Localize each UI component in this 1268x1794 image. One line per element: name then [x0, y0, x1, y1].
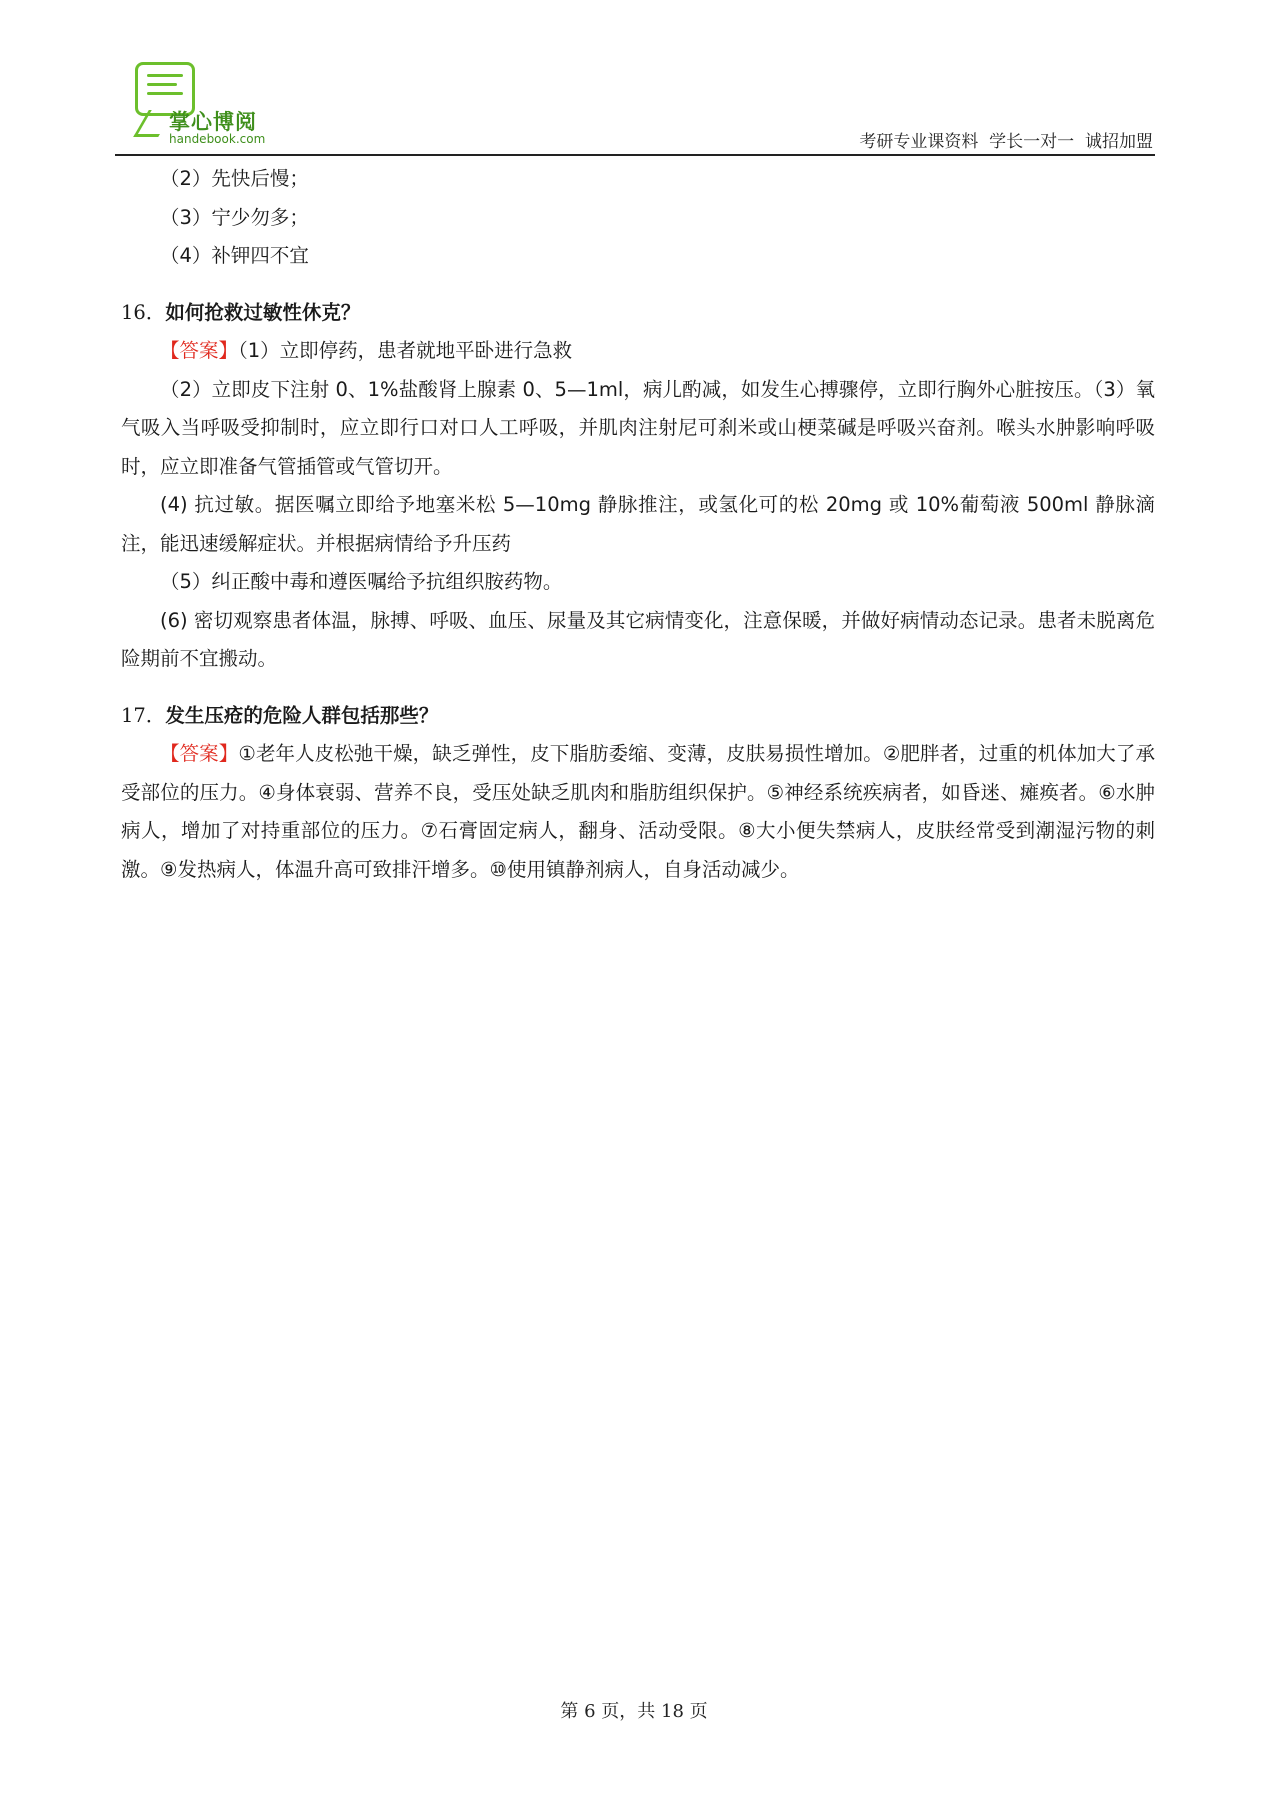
carry-item: （3）宁少勿多； [160, 205, 309, 229]
answer-paragraph: （2）立即皮下注射 0、1%盐酸肾上腺素 0、5—1ml，病儿酌减，如发生心搏骤停，立即行胸外心脏按压。（3）氧气吸入当呼吸受抑制时，应立即行口对口人工呼吸，并肌肉注射尼可刹米或山梗菜碱是呼吸兴奋剂。喉头水肿影响呼吸时，应立即准备气管插管或气管切开。 [121, 377, 1155, 478]
answer-tag: 【答案】 [160, 339, 239, 362]
logo-url: handebook.com [169, 132, 266, 146]
header-logo [135, 62, 275, 148]
question-16-title [121, 294, 1155, 333]
question-number: 17． [121, 703, 166, 727]
question-text: 如何抢救过敏性休克？ [165, 300, 361, 324]
answer-paragraph [121, 332, 1155, 371]
header-divider [115, 154, 1155, 156]
logo-name: 掌心博阅 [169, 110, 257, 134]
answer-paragraph: （5）纠正酸中毒和遵医嘱给予抗组织胺药物。 [160, 570, 563, 593]
answer-paragraph: (4) 抗过敏。据医嘱立即给予地塞米松 5—10mg 静脉推注，或氢化可的松 20mg 或 10%葡萄液 500ml 静脉滴注，能迅速缓解症状。并根据病情给予升压药 [121, 493, 1155, 555]
question-17-title [121, 697, 1155, 736]
answer-text: ①老年人皮松弛干燥，缺乏弹性，皮下脂肪委缩、变薄，皮肤易损性增加。②肥胖者，过重的机体加大了承受部位的压力。④身体衰弱、营养不良，受压处缺乏肌肉和脂肪组织保护。⑤神经系统疾病者，如昏迷、瘫痪者。⑥水肿病人，增加了对持重部位的压力。⑦石膏固定病人，翻身、活动受限。⑧大小便失禁病人，皮肤经常受到潮湿污物的刺激。⑨发热病人，体温升高可致排汗增多。⑩使用镇静剂病人，自身活动减少。 [121, 742, 1155, 881]
page-number: 第 6 页，共 18 页 [560, 1701, 708, 1722]
question-text: 发生压疮的危险人群包括那些？ [165, 703, 439, 727]
answer-paragraph: (6) 密切观察患者体温，脉搏、呼吸、血压、尿量及其它病情变化，注意保暖，并做好病情动态记录。患者未脱离危险期前不宜搬动。 [121, 608, 1155, 670]
header-slogan: 考研专业课资料 学长一对一 诚招加盟 [859, 132, 1153, 152]
answer-text: （1）立即停药，患者就地平卧进行急救 [238, 339, 573, 362]
carry-item: （4）补钾四不宜 [160, 244, 309, 267]
answer-paragraph [121, 735, 1155, 889]
question-number: 16． [121, 300, 166, 324]
document-body [121, 160, 1155, 889]
answer-tag: 【答案】 [160, 742, 239, 765]
carry-item: （2）先快后慢； [160, 167, 309, 190]
